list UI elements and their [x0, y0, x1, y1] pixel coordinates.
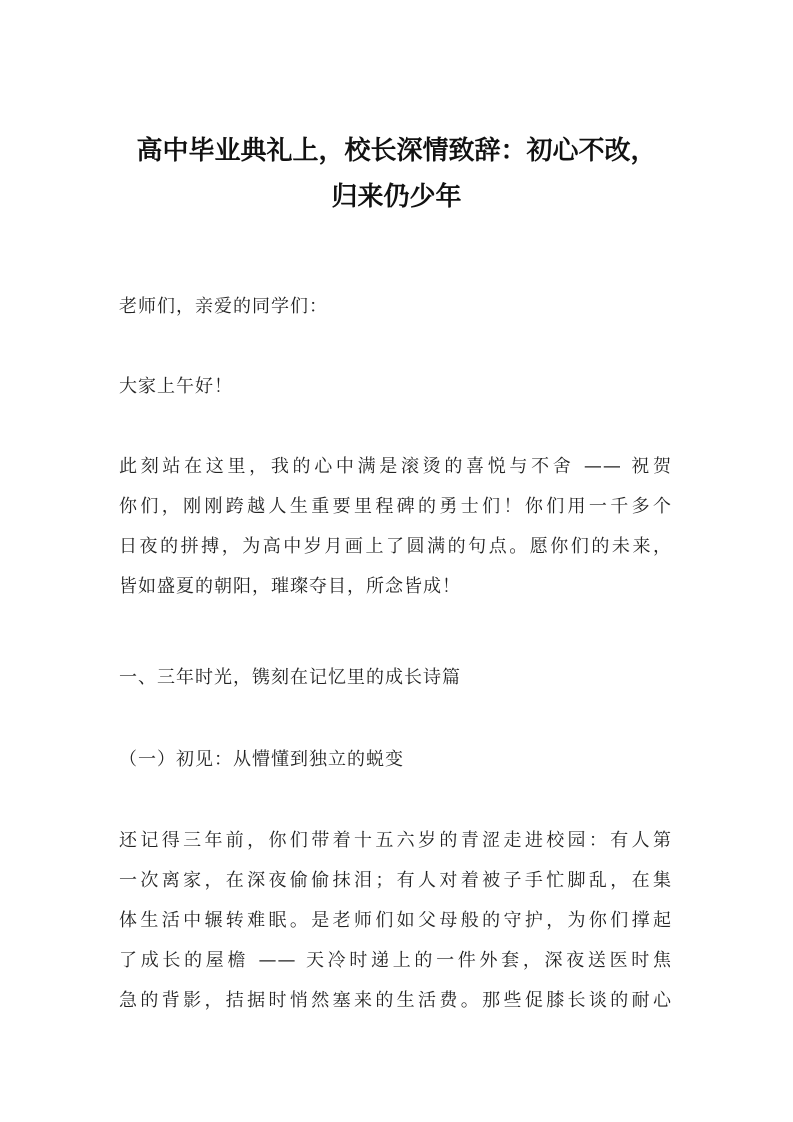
paragraph-line: 一次离家，在深夜偷偷抹泪；有人对着被子手忙脚乱，在集 — [119, 870, 672, 891]
paragraph-line: 你们，刚刚跨越人生重要里程碑的勇士们！你们用一千多个 — [119, 496, 672, 517]
subsection-heading: （一）初见：从懵懂到独立的蜕变 — [119, 749, 404, 770]
paragraph-line: 了成长的屋檐 —— 天冷时递上的一件外套，深夜送医时焦 — [119, 950, 672, 971]
paragraph-line: 急的背影，拮据时悄然塞来的生活费。那些促膝长谈的耐心 — [119, 990, 672, 1011]
paragraph-line: 此刻站在这里，我的心中满是滚烫的喜悦与不舍 —— 祝贺 — [119, 456, 672, 477]
greeting: 老师们，亲爱的同学们： — [119, 296, 328, 317]
paragraph-line: 体生活中辗转难眠。是老师们如父母般的守护，为你们撑起 — [119, 910, 672, 931]
morning-greeting: 大家上午好！ — [119, 376, 233, 397]
title-line: 归来仍少年 — [331, 182, 462, 212]
section-heading: 一、三年时光，镌刻在记忆里的成长诗篇 — [119, 667, 461, 688]
paragraph-line: 皆如盛夏的朝阳，璀璨夺目，所念皆成！ — [119, 576, 461, 597]
paragraph-line: 还记得三年前，你们带着十五六岁的青涩走进校园：有人第 — [119, 830, 672, 851]
paragraph-line: 日夜的拼搏，为高中岁月画上了圆满的句点。愿你们的未来， — [119, 536, 672, 557]
title-line: 高中毕业典礼上，校长深情致辞：初心不改， — [136, 136, 657, 166]
